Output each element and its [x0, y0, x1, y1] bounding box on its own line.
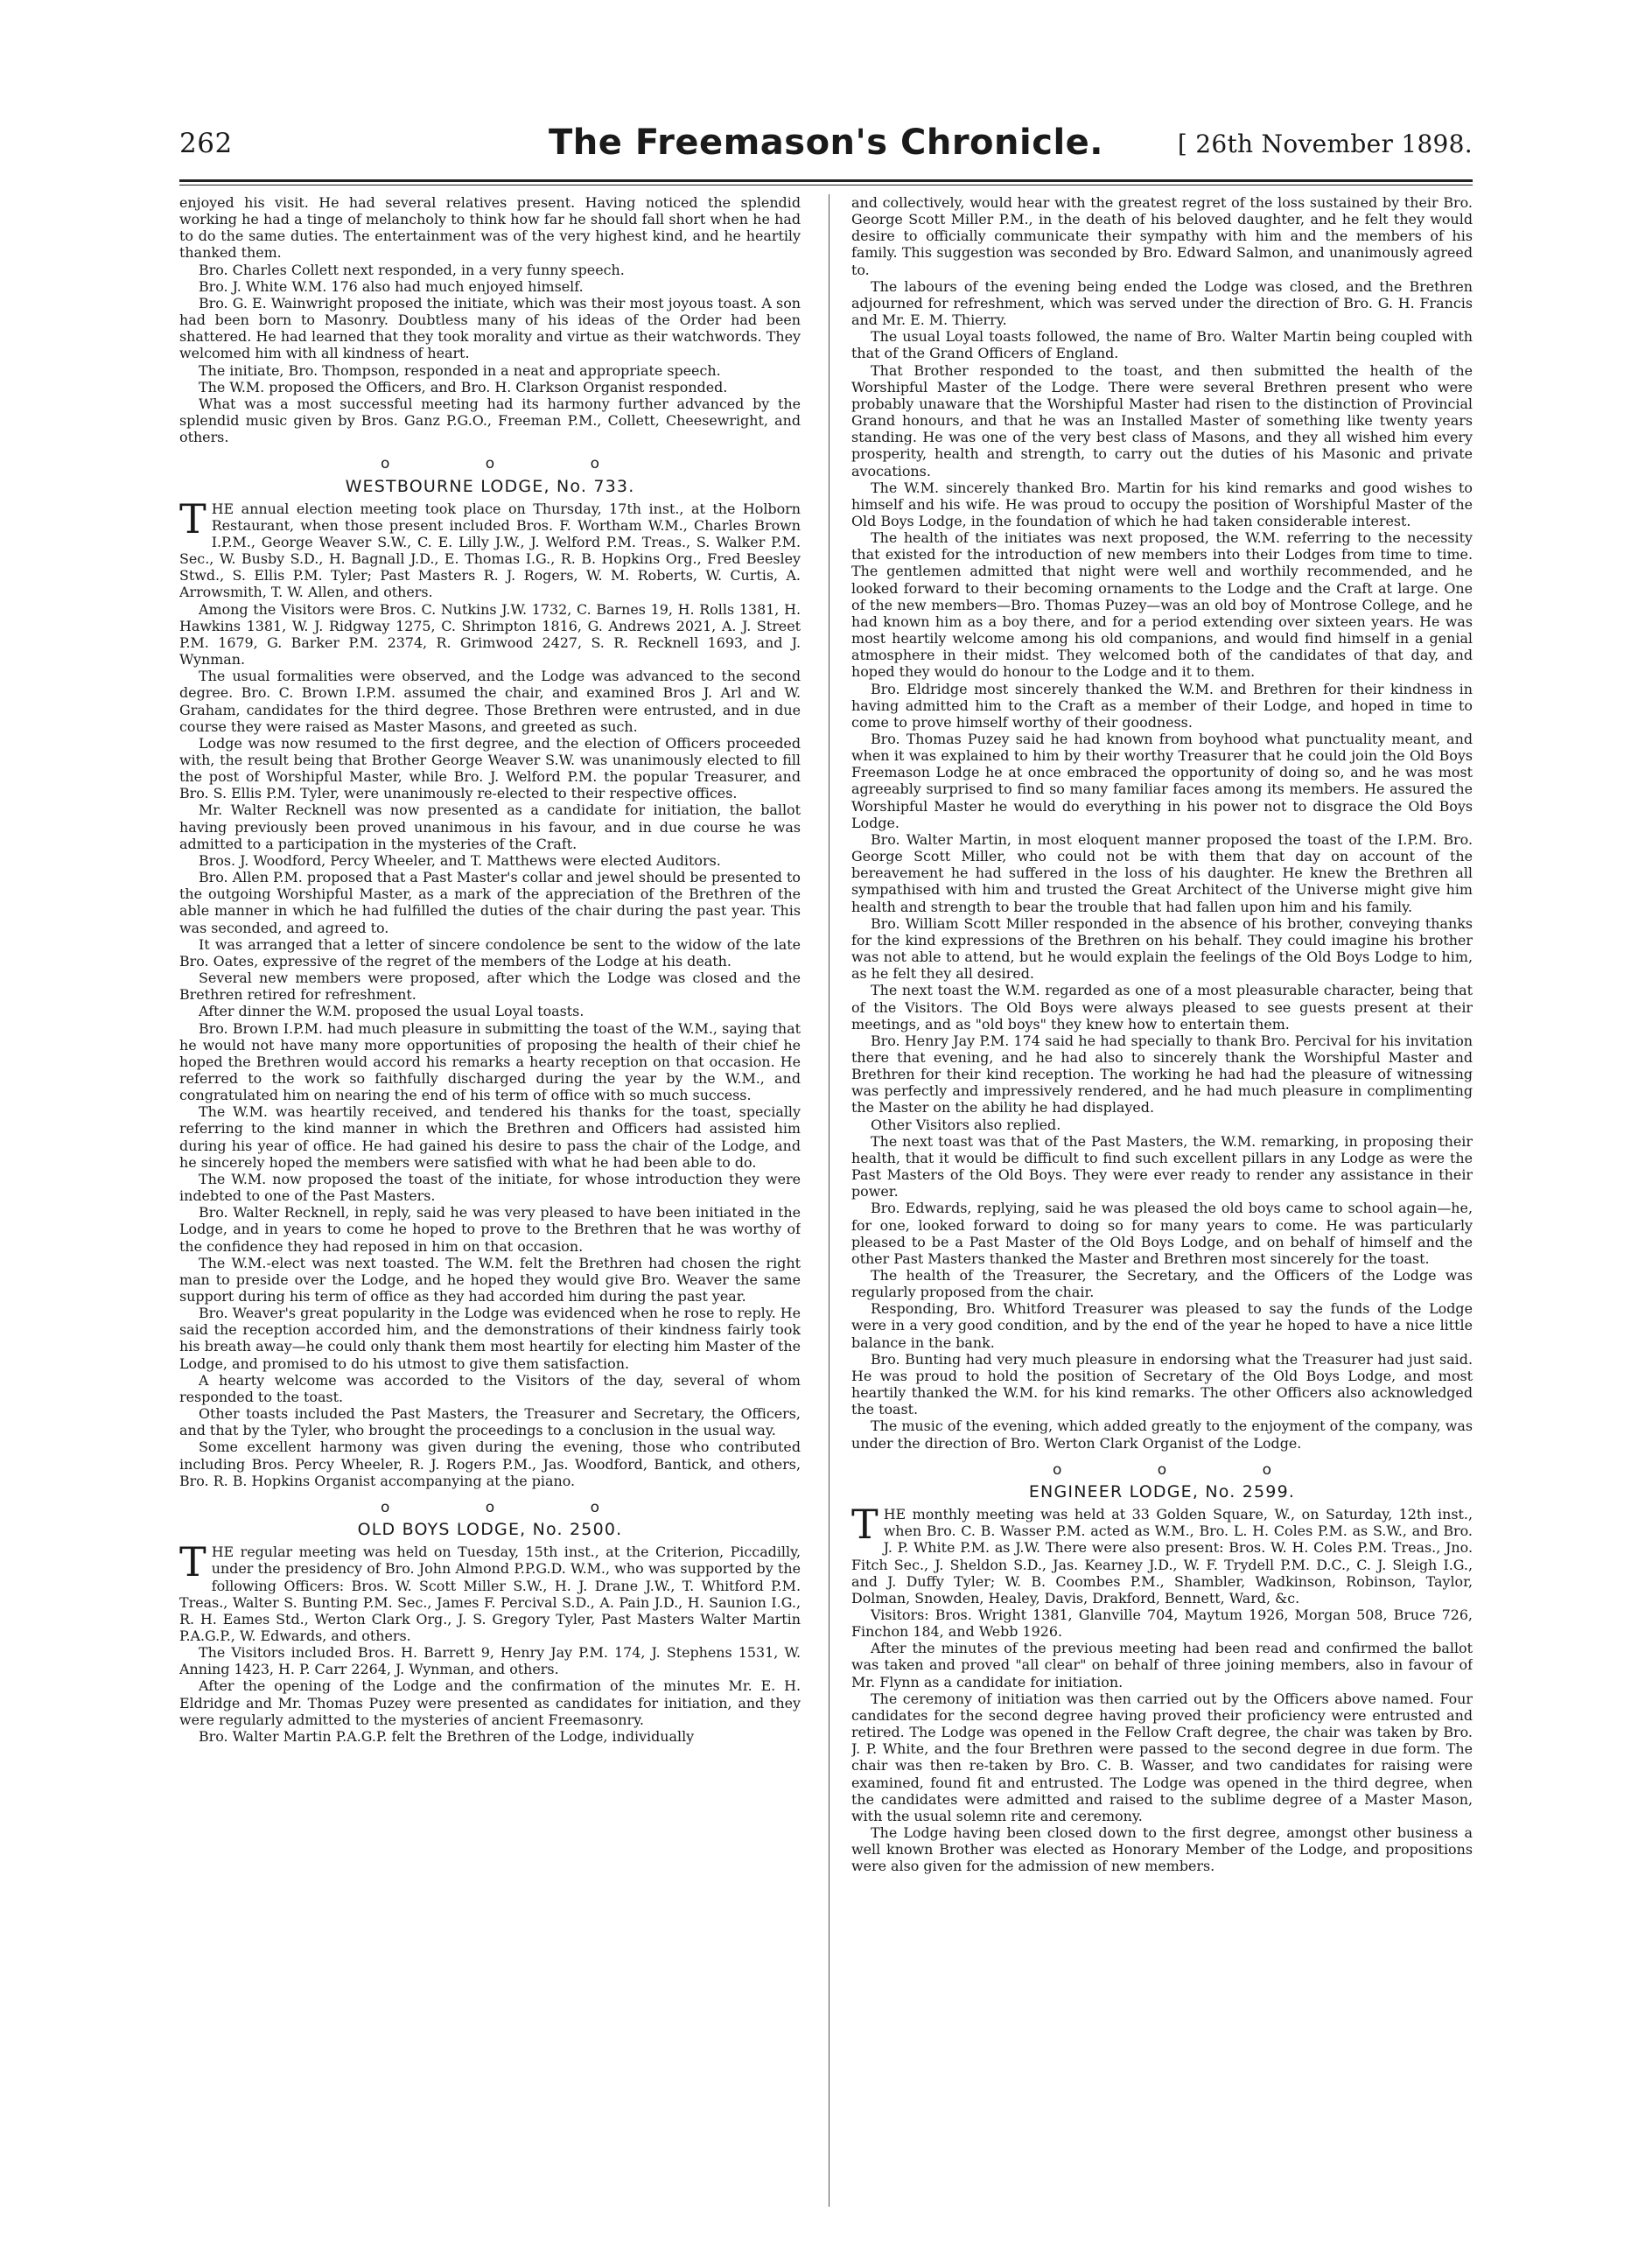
- paragraph: Bro. William Scott Miller responded in the absence of his brother, conveying thanks for the kind expressions of the Brethren on his behalf. They could imagine his brother was not able to attend, but he would explain the feelings of the Old Boys Lodge to him, as he felt they all desired.: [851, 914, 1473, 983]
- old-boys-paragraphs: [179, 1644, 801, 1745]
- old-boys-continued: [851, 278, 1473, 1452]
- issue-date: [ 26th November 1898.: [1177, 130, 1473, 158]
- section-heading-old-boys: OLD BOYS LODGE, No. 2500.: [357, 1520, 623, 1540]
- lead-text: HE regular meeting was held on Tuesday, 15th inst., at the Criterion, Piccadilly, under the presidency of Bro. John Almond P.P.G.D. W.M., who was supported by the following Officers: Bros. W. Scott Miller S.W., H. J. Drane J.W., T. Whitford P.M. Treas., Walter S. Bunting P.M. Sec., James F. Percival S.D., A. Pain J.D., H. Saunion I.G., R. H. Eames Std., Werton Clark Org., J. S. Gregory Tyler, Past Masters Walter Martin P.A.G.P., W. Edwards, and others.: [179, 1544, 801, 1644]
- paragraph: The W.M.-elect was next toasted. The W.M. felt the Brethren had chosen the right man to preside over the Lodge, and he hoped they would give Bro. Weaver the same support during his term of office as they had accorded him during the past year.: [179, 1254, 801, 1305]
- lead-paragraph: [851, 1501, 1473, 1606]
- paragraph: After dinner the W.M. proposed the usual Loyal toasts.: [199, 1003, 584, 1020]
- section-heading-engineer: ENGINEER LODGE, No. 2599.: [1028, 1481, 1296, 1502]
- paragraph: The W.M. was heartily received, and tendered his thanks for the toast, specially referring to the kind manner in which the Brethren and Officers had assisted him during his year of office. He had gained his desire to pass the chair of the Lodge, and he sincerely hoped the members were satisfied with what he had been able to do.: [179, 1103, 801, 1171]
- section-ornament: o o o: [1052, 1460, 1317, 1479]
- paragraph: Mr. Walter Recknell was now presented as a candidate for initiation, the ballot having previously been proved unanimous in his favour, and in due course he was admitted to a participation in the mysteries of the Craft.: [179, 802, 801, 852]
- paragraph: The initiate, Bro. Thompson, responded in a neat and appropriate speech.: [199, 361, 721, 379]
- left-column: [179, 194, 801, 2207]
- paragraph: After the opening of the Lodge and the confirmation of the minutes Mr. E. H. Eldridge and Mr. Thomas Puzey were presented as candidates for initiation, and they were regularly admitted to the mysteries of ancient Freemasonry.: [179, 1677, 801, 1728]
- paragraph: The W.M. sincerely thanked Bro. Martin for his kind remarks and good wishes to himself and his wife. He was proud to occupy the position of Worshipful Master of the Old Boys Lodge, in the foundation of which he had taken considerable interest.: [851, 479, 1473, 529]
- paragraph: Bro. Charles Collett next responded, in a very funny speech.: [199, 261, 625, 278]
- paragraph: Bro. J. White W.M. 176 also had much enjoyed himself.: [199, 277, 584, 295]
- paragraph: That Brother responded to the toast, and then submitted the health of the Worshipful Master of the Lodge. There were several Brethren present who were probably unaware that the Worshipful Master had risen to the distinction of Provincial Grand honours, and that he was an Installed Master of something like twenty years standing. He was one of the very best class of Masons, and they all wished him every prosperity, health and strength, to carry out the duties of his Masonic and private avocations.: [851, 361, 1473, 480]
- paragraph: The music of the evening, which added greatly to the enjoyment of the company, was under the direction of Bro. Werton Clark Organist of the Lodge.: [851, 1418, 1473, 1452]
- paragraph: The health of the initiates was next proposed, the W.M. referring to the necessity that existed for the introduction of new members into their Lodges from time to time. The gentlemen admitted that night were well and worthily recommended, and he looked forward to their becoming ornaments to the Lodge and the Craft at large. One of the new members—Bro. Thomas Puzey—was an old boy of Montrose College, and he had known him as a boy there, and for a period extending over sixteen years. He was most heartily welcome among his old companions, and would find himself in a genial atmosphere in their midst. They welcomed both of the candidates of that day, and hoped they would do honour to the Lodge and it to them.: [851, 529, 1473, 681]
- masthead-title: The Freemason's Chronicle.: [549, 122, 1103, 163]
- paragraph: Lodge was now resumed to the first degree, and the election of Officers proceeded with, the result being that Brother George Weaver S.W. was unanimously elected to fill the post of Worshipful Master, while Bro. J. Welford P.M. the popular Treasurer, and Bro. S. Ellis P.M. Tyler, were unanimously re-elected to their respective offices.: [179, 734, 801, 802]
- paragraph: Bro. Walter Recknell, in reply, said he was very pleased to have been initiated in the Lodge, and in years to come he hoped to prove to the Brethren that he was worthy of the confidence they had reposed in him on that occasion.: [179, 1204, 801, 1255]
- paragraph: Responding, Bro. Whitford Treasurer was pleased to say the funds of the Lodge were in a very good condition, and by the end of the year he hoped to have a nice little balance in the bank.: [851, 1300, 1473, 1351]
- paragraph: Other toasts included the Past Masters, the Treasurer and Secretary, the Officers, and that by the Tyler, who brought the proceedings to a conclusion in the usual way.: [179, 1405, 801, 1439]
- paragraph: It was arranged that a letter of sincere condolence be sent to the widow of the late Bro. Oates, expressive of the regret of the members of the Lodge at his death.: [179, 935, 801, 970]
- paragraph: Bros. J. Woodford, Percy Wheeler, and T. Matthews were elected Auditors.: [199, 851, 721, 869]
- header-rule: [179, 179, 1473, 182]
- paragraph: Bro. Brown I.P.M. had much pleasure in submitting the toast of the W.M., saying that he would not have many more opportunities of proposing the health of their chief he hoped the Brethren would accord his remarks a hearty reception on that occasion. He referred to the work so faithfully discharged during the year by the W.M., and congratulated him on nearing the end of his term of office with so much success.: [179, 1019, 801, 1104]
- lead-paragraph: [179, 1538, 801, 1644]
- paragraph: Other Visitors also replied.: [871, 1116, 1061, 1133]
- lead-text: HE annual election meeting took place on Thursday, 17th inst., at the Holborn Restaurant, when those present included Bros. F. Wortham W.M., Charles Brown I.P.M., George Weaver S.W., C. E. Lilly J.W., J. Welford P.M. Treas., S. Walker P.M. Sec., W. Busby S.D., H. Bagnall J.D., E. Thomas I.G., R. B. Hopkins Org., Fred Beesley Stwd., S. Ellis P.M. Tyler; Past Masters R. J. Rogers, W. M. Roberts, W. Curtis, A. Arrowsmith, T. W. Allen, and others.: [179, 500, 801, 601]
- paragraph: Bro. Walter Martin P.A.G.P. felt the Brethren of the Lodge, individually: [199, 1727, 695, 1745]
- paragraph: Some excellent harmony was given during the evening, those who contributed including Bros. Percy Wheeler, R. J. Rogers P.M., Jas. Woodford, Bantick, and others, Bro. R. B. Hopkins Organist accompanying at the piano.: [179, 1438, 801, 1489]
- paragraph: Among the Visitors were Bros. C. Nutkins J.W. 1732, C. Barnes 19, H. Rolls 1381, H. Hawkins 1381, W. J. Ridgway 1275, C. Shrimpton 1816, G. Andrews 2021, A. J. Street P.M. 1679, G. Barker P.M. 2374, R. Grimwood 2427, S. R. Recknell 1693, and J. Wynman.: [179, 600, 801, 668]
- paragraph: Bro. G. E. Wainwright proposed the initiate, which was their most joyous toast. A son had been born to Masonry. Doubtless many of his ideas of the Order had been shattered. He had learned that they took morality and virtue as their watchwords. They welcomed him with all kindness of heart.: [179, 294, 801, 362]
- paragraph: After the minutes of the previous meeting had been read and confirmed the ballot was taken and proved "all clear" on behalf of three joining members, also in favour of Mr. Flynn as a candidate for initiation.: [851, 1640, 1473, 1690]
- paragraph: The usual Loyal toasts followed, the name of Bro. Walter Martin being coupled with that of the Grand Officers of England.: [851, 328, 1473, 362]
- paragraph: Bro. Eldridge most sincerely thanked the W.M. and Brethren for their kindness in having admitted him to the Craft as a member of their Lodge, and hoped in time to come to prove himself worthy of their goodness.: [851, 680, 1473, 731]
- paragraph: The Visitors included Bros. H. Barrett 9, Henry Jay P.M. 174, J. Stephens 1531, W. Anning 1423, H. P. Carr 2264, J. Wynman, and others.: [179, 1644, 801, 1678]
- paragraph: Bro. Henry Jay P.M. 174 said he had specially to thank Bro. Percival for his invitation there that evening, and he had also to sincerely thank the Worshipful Master and Brethren for their kind reception. The working he had had the pleasure of witnessing was perfectly and impressively rendered, and he had much pleasure in complimenting the Master on the ability he had displayed.: [851, 1032, 1473, 1116]
- page-header: [179, 122, 1473, 175]
- lead-text: HE monthly meeting was held at 33 Golden Square, W., on Saturday, 12th inst., when Bro. C. B. Wasser P.M. acted as W.M., Bro. L. H. Coles P.M. as S.W., and Bro. J. P. White P.M. as J.W. There were also present: Bros. W. H. Coles P.M. Treas., Jno. Fitch Sec., J. Sheldon S.D., Jas. Kearney J.D., W. F. Trydell P.M. D.C., C. J. Sleigh I.G., and J. Duffy Tyler; W. B. Coombes P.M., Shambler, Wadkinson, Robinson, Taylor, Dolman, Snowden, Healey, Davis, Drakford, Bennett, Ward, &c.: [851, 1506, 1473, 1606]
- paragraph: The health of the Treasurer, the Secretary, and the Officers of the Lodge was regularly proposed from the chair.: [851, 1267, 1473, 1301]
- section-heading-westbourne: WESTBOURNE LODGE, No. 733.: [345, 476, 635, 496]
- right-column: [851, 194, 1473, 2207]
- lead-paragraph: [179, 494, 801, 601]
- paragraph: and collectively, would hear with the greatest regret of the loss sustained by their Bro. George Scott Miller P.M., in the death of his beloved daughter, and he felt they would desire to officially communicate their sympathy with him and the members of his family. This suggestion was seconded by Bro. Edward Salmon, and unanimously agreed to.: [851, 194, 1473, 278]
- paragraph: Visitors: Bros. Wright 1381, Glanville 704, Maytum 1926, Morgan 508, Bruce 726, Finchon 184, and Webb 1926.: [851, 1606, 1473, 1641]
- paragraph: Bro. Bunting had very much pleasure in endorsing what the Treasurer had just said. He was proud to hold the position of Secretary of the Old Boys Lodge, and most heartily thanked the W.M. for his kind remarks. The other Officers also acknowledged the toast.: [851, 1350, 1473, 1418]
- section-ornament: o o o: [380, 1498, 645, 1516]
- engineer-paragraphs: [851, 1606, 1473, 1875]
- paragraph: A hearty welcome was accorded to the Visitors of the day, several of whom responded to the toast.: [179, 1371, 801, 1405]
- column-divider: [829, 194, 830, 2207]
- section-ornament: o o o: [380, 455, 645, 473]
- paragraph: The Lodge having been closed down to the first degree, amongst other business a well known Brother was elected as Honorary Member of the Lodge, and propositions were also given for the admission of new members.: [851, 1824, 1473, 1875]
- paragraph: The W.M. now proposed the toast of the initiate, for whose introduction they were indebted to one of the Past Masters.: [179, 1170, 801, 1205]
- paragraph: Bro. Weaver's great popularity in the Lodge was evidenced when he rose to reply. He said the reception accorded him, and the demonstrations of their kindness fairly took his breath away—he could only thank them most heartily for electing him Master of the Lodge, and promised to do his utmost to give them satisfaction.: [179, 1305, 801, 1372]
- paragraph: The next toast the W.M. regarded as one of a most pleasurable character, being that of the Visitors. The Old Boys were always pleased to see guests present at their meetings, and as "old boys" they knew how to entertain them.: [851, 982, 1473, 1032]
- drop-cap: T: [179, 494, 206, 542]
- page-number: 262: [179, 128, 233, 159]
- paragraph: Bro. Allen P.M. proposed that a Past Master's collar and jewel should be presented to the outgoing Worshipful Master, as a mark of the appreciation of the Brethren of the able manner in which he had fulfilled the duties of the chair during the past year. This was seconded, and agreed to.: [179, 869, 801, 936]
- paragraph: The usual formalities were observed, and the Lodge was advanced to the second degree. Bro. C. Brown I.P.M. assumed the chair, and examined Bros J. Arl and W. Graham, candidates for the third degree. Those Brethren were entrusted, and in due course they were raised as Master Masons, and greeted as such.: [179, 668, 801, 735]
- paragraph: The next toast was that of the Past Masters, the W.M. remarking, in proposing their health, that it would be difficult to find such excellent pillars in any Lodge as were the Past Masters of the Old Boys. They were ever ready to render any assistance in their power.: [851, 1132, 1473, 1200]
- paragraph: What was a most successful meeting had its harmony further advanced by the splendid music given by Bros. Ganz P.G.O., Freeman P.M., Collett, Cheesewright, and others.: [179, 395, 801, 446]
- paragraph: Several new members were proposed, after which the Lodge was closed and the Brethren retired for refreshment.: [179, 970, 801, 1004]
- drop-cap: T: [851, 1501, 878, 1549]
- paragraph: Bro. Edwards, replying, said he was pleased the old boys came to school again—he, for one, looked forward to doing so for many years to come. He was particularly pleased to be a Past Master of the Old Boys Lodge, and on behalf of himself and the other Past Masters thanked the Master and Brethren most sincerely for the toast.: [851, 1200, 1473, 1267]
- paragraph: The labours of the evening being ended the Lodge was closed, and the Brethren adjourned for refreshment, which was served under the direction of Bro. G. H. Francis and Mr. E. M. Thierry.: [851, 277, 1473, 329]
- header-rule-thin: [179, 185, 1473, 186]
- paragraph: Bro. Walter Martin, in most eloquent manner proposed the toast of the I.P.M. Bro. George Scott Miller, who could not be with them that day on account of the bereavement he had suffered in the loss of his daughter. He knew the Brethren all sympathised with him and trusted the Great Architect of the Universe might give him health and strength to bear the trouble that had fallen upon him and his family.: [851, 830, 1473, 915]
- paragraph: enjoyed his visit. He had several relatives present. Having noticed the splendid working he had a tinge of melancholy to think how far he should fall short when he had to do the same duties. The entertainment was of the very highest kind, and he heartily thanked them.: [179, 194, 801, 262]
- drop-cap: T: [179, 1538, 206, 1586]
- westbourne-paragraphs: [179, 601, 801, 1489]
- paragraph: Bro. Thomas Puzey said he had known from boyhood what punctuality meant, and when it was explained to him by their worthy Treasurer that he could join the Old Boys Freemason Lodge he at once embraced the opportunity of doing so, and he was most agreeably surprised to find so many familiar faces among its members. He assured the Worshipful Master he would do everything in his power not to disgrace the Old Boys Lodge.: [851, 731, 1473, 831]
- paragraph: The ceremony of initiation was then carried out by the Officers above named. Four candidates for the second degree having proved their proficiency were entrusted and retired. The Lodge was opened in the Fellow Craft degree, the chair was taken by Bro. J. P. White, and the four Brethren were passed to the second degree in due form. The chair was then re-taken by Bro. C. B. Wasser, and two candidates for raising were examined, found fit and entrusted. The Lodge was opened in the third degree, when the candidates were admitted and raised to the sublime degree of a Master Mason, with the usual solemn rite and ceremony.: [851, 1690, 1473, 1824]
- paragraph: The W.M. proposed the Officers, and Bro. H. Clarkson Organist responded.: [199, 378, 728, 396]
